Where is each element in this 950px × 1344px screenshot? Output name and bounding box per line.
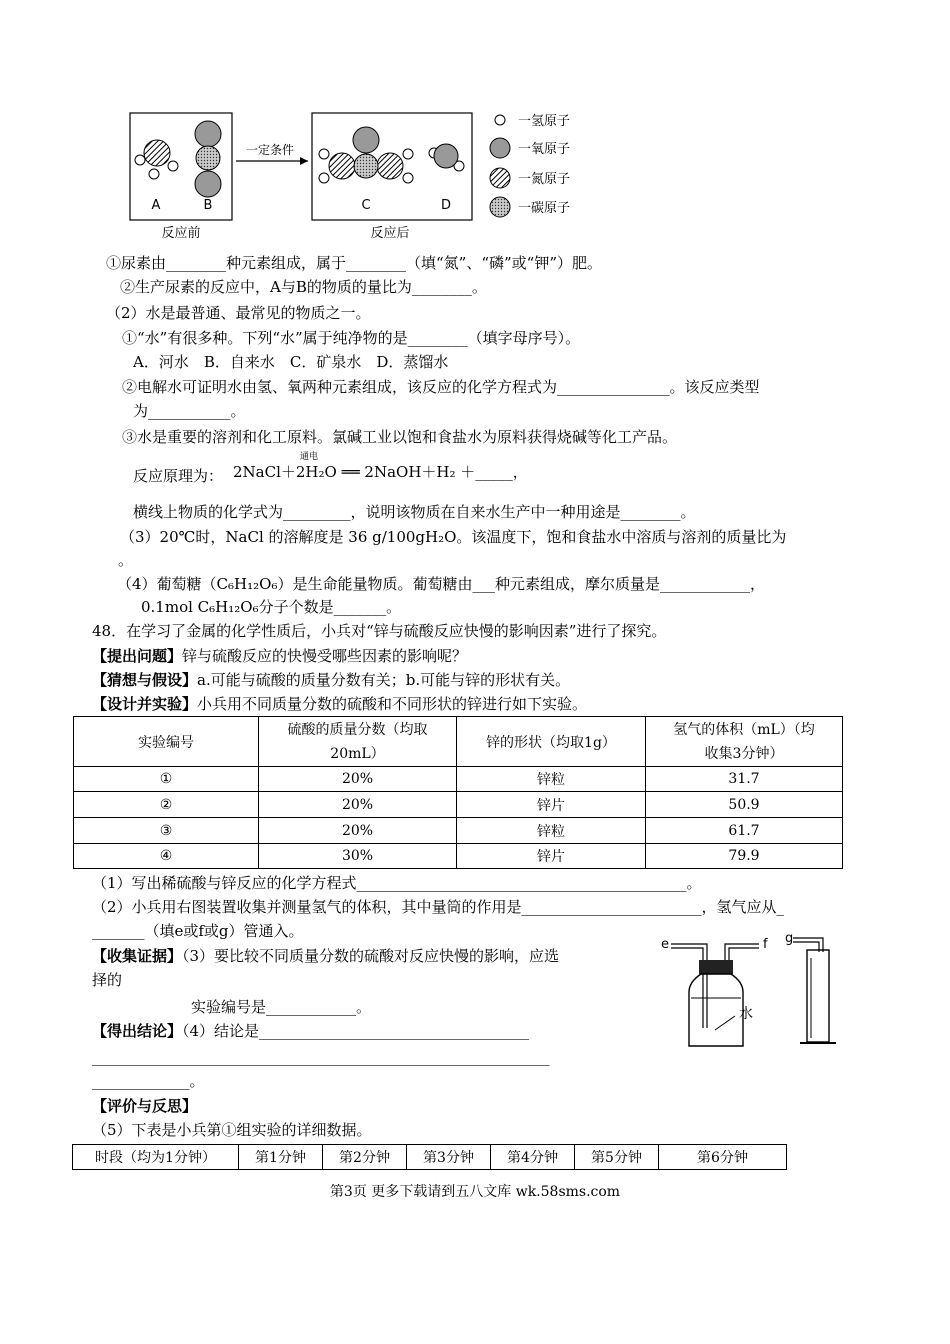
sub-s3c: 实验编号是____________。 xyxy=(191,998,372,1016)
cell: 20% xyxy=(259,792,457,818)
sub-s5: （5）下表是小兵第①组实验的详细数据。 xyxy=(92,1121,372,1139)
q2-p2b: 为___________。 xyxy=(133,402,246,420)
label-c: C xyxy=(361,198,371,213)
q2-p3: ③水是重要的溶剂和化工原料。氯碱工业以饱和食盐水为原料获得烧碱等化工产品。 xyxy=(122,428,678,446)
cell: ④ xyxy=(74,844,259,869)
cell: 31.7 xyxy=(646,767,843,792)
cell: 第6分钟 xyxy=(659,1145,787,1170)
label-g: g xyxy=(785,931,794,946)
arrow-label: 一定条件 xyxy=(245,143,295,157)
tag-evidence: 【收集证据】 xyxy=(92,947,183,965)
reaction-diagram xyxy=(128,108,598,243)
cell: ② xyxy=(74,792,259,818)
before-label: 反应前 xyxy=(161,226,201,241)
th-id: 实验编号 xyxy=(74,717,259,767)
q48-intro: 48．在学习了金属的化学性质后，小兵对“锌与硫酸反应快慢的影响因素”进行了探究。 xyxy=(92,622,667,640)
cell: 第4分钟 xyxy=(491,1145,575,1170)
apparatus-figure xyxy=(655,928,855,1053)
cell: 61.7 xyxy=(646,818,843,844)
cell: 时段（均为1分钟） xyxy=(73,1145,239,1170)
q2-p2a: ②电解水可证明水由氢、氧两种元素组成，该反应的化学方程式为_______________。该反应类型 xyxy=(122,378,760,396)
sub-s2b: _______（填e或f或g）管通入。 xyxy=(92,922,304,940)
time-table xyxy=(72,1144,787,1170)
label-e: e xyxy=(661,937,669,952)
th-acid: 硫酸的质量分数（均取 20mL） xyxy=(259,717,457,767)
q2-equation: 2NaCl＋2H₂O ══ 2NaOH＋H₂ ＋_____， xyxy=(233,463,528,481)
tag-question: 【提出问题】 xyxy=(92,647,183,665)
s3a: （3）要比较不同质量分数的硫酸对反应快慢的影响，应选 xyxy=(182,947,560,965)
tag-reflect: 【评价与反思】 xyxy=(92,1097,198,1115)
th-zinc: 锌的形状（均取1g） xyxy=(457,717,646,767)
sub-s1: （1）写出稀硫酸与锌反应的化学方程式____________________________________________。 xyxy=(92,874,702,892)
cell: 锌粒 xyxy=(457,818,646,844)
cell: 第1分钟 xyxy=(239,1145,323,1170)
s4: （4）结论是____________________________________ xyxy=(182,1022,530,1040)
q1-line1: ①尿素由________种元素组成，属于________（填“氮”、“磷”或“钾”）肥。 xyxy=(106,254,603,272)
q3-end: 。 xyxy=(118,551,134,569)
tag-conclusion: 【得出结论】 xyxy=(92,1022,183,1040)
q3-line: （3）20℃时，NaCl 的溶解度是 36 g/100gH₂O。该温度下，饱和食盐水中溶质与溶剂的质量比为 xyxy=(120,528,787,546)
hypothesis-text: a.可能与硫酸的质量分数有关；b.可能与锌的形状有关。 xyxy=(197,671,571,689)
sub-s2a: （2）小兵用右图装置收集并测量氢气的体积，其中量筒的作用是________________________，氢气应从_ xyxy=(92,898,785,916)
q4-line1: （4）葡萄糖（C₆H₁₂O₆）是生命能量物质。葡萄糖由___种元素组成，摩尔质量是____________， xyxy=(117,575,765,593)
q4-line2: 0.1mol C₆H₁₂O₆分子个数是_______。 xyxy=(141,598,402,616)
tag-design: 【设计并实验】 xyxy=(92,695,198,713)
question-text: 锌与硫酸反应的快慢受哪些因素的影响呢？ xyxy=(182,647,468,665)
page-footer: 第3页 更多下载请到五八文库 wk.58sms.com xyxy=(329,1184,621,1200)
label-a: A xyxy=(151,198,161,213)
cell: 锌片 xyxy=(457,792,646,818)
after-label: 反应后 xyxy=(370,226,410,241)
legend-h: 一氢原子 xyxy=(518,114,571,129)
q2-p4: 横线上物质的化学式为_________，说明该物质在自来水生产中一种用途是________。 xyxy=(133,503,696,521)
cell: ① xyxy=(74,767,259,792)
sub-s3b: 择的 xyxy=(92,971,123,989)
q2-options: A．河水 B．自来水 C．矿泉水 D．蒸馏水 xyxy=(133,353,449,371)
cell: 50.9 xyxy=(646,792,843,818)
label-d: D xyxy=(440,198,452,213)
q1-line2: ②生产尿素的反应中，A与B的物质的量比为________。 xyxy=(120,278,487,296)
cell: 第3分钟 xyxy=(407,1145,491,1170)
cell: 锌片 xyxy=(457,844,646,869)
cell: 锌粒 xyxy=(457,767,646,792)
design-text: 小兵用不同质量分数的硫酸和不同形状的锌进行如下实验。 xyxy=(197,695,588,713)
experiment-table xyxy=(73,716,843,869)
legend-o: 一氧原子 xyxy=(518,142,571,157)
cell: 30% xyxy=(259,844,457,869)
cell: 第5分钟 xyxy=(575,1145,659,1170)
label-f: f xyxy=(763,937,768,952)
tag-hypothesis: 【猜想与假设】 xyxy=(92,671,198,689)
q2-eq-prefix: 反应原理为： xyxy=(133,467,224,485)
label-b: B xyxy=(203,198,213,213)
cell: ③ xyxy=(74,818,259,844)
cell: 79.9 xyxy=(646,844,843,869)
eq-condition: 通电 xyxy=(300,452,319,462)
cell: 第2分钟 xyxy=(323,1145,407,1170)
sub-s4c: _____________。 xyxy=(92,1072,205,1090)
cell: 20% xyxy=(259,818,457,844)
sub-s4b: _____________________________________________________________ xyxy=(92,1048,550,1066)
label-water: 水 xyxy=(739,1006,753,1022)
legend-n: 一氮原子 xyxy=(518,172,571,187)
cell: 20% xyxy=(259,767,457,792)
q2-p1: ①“水”有很多种。下列“水”属于纯净物的是________（填字母序号）。 xyxy=(122,329,581,347)
q2-intro: （2）水是最普通、最常见的物质之一。 xyxy=(106,304,371,322)
legend-c: 一碳原子 xyxy=(518,201,571,216)
th-volume: 氢气的体积（mL）（均 收集3分钟） xyxy=(646,717,843,767)
